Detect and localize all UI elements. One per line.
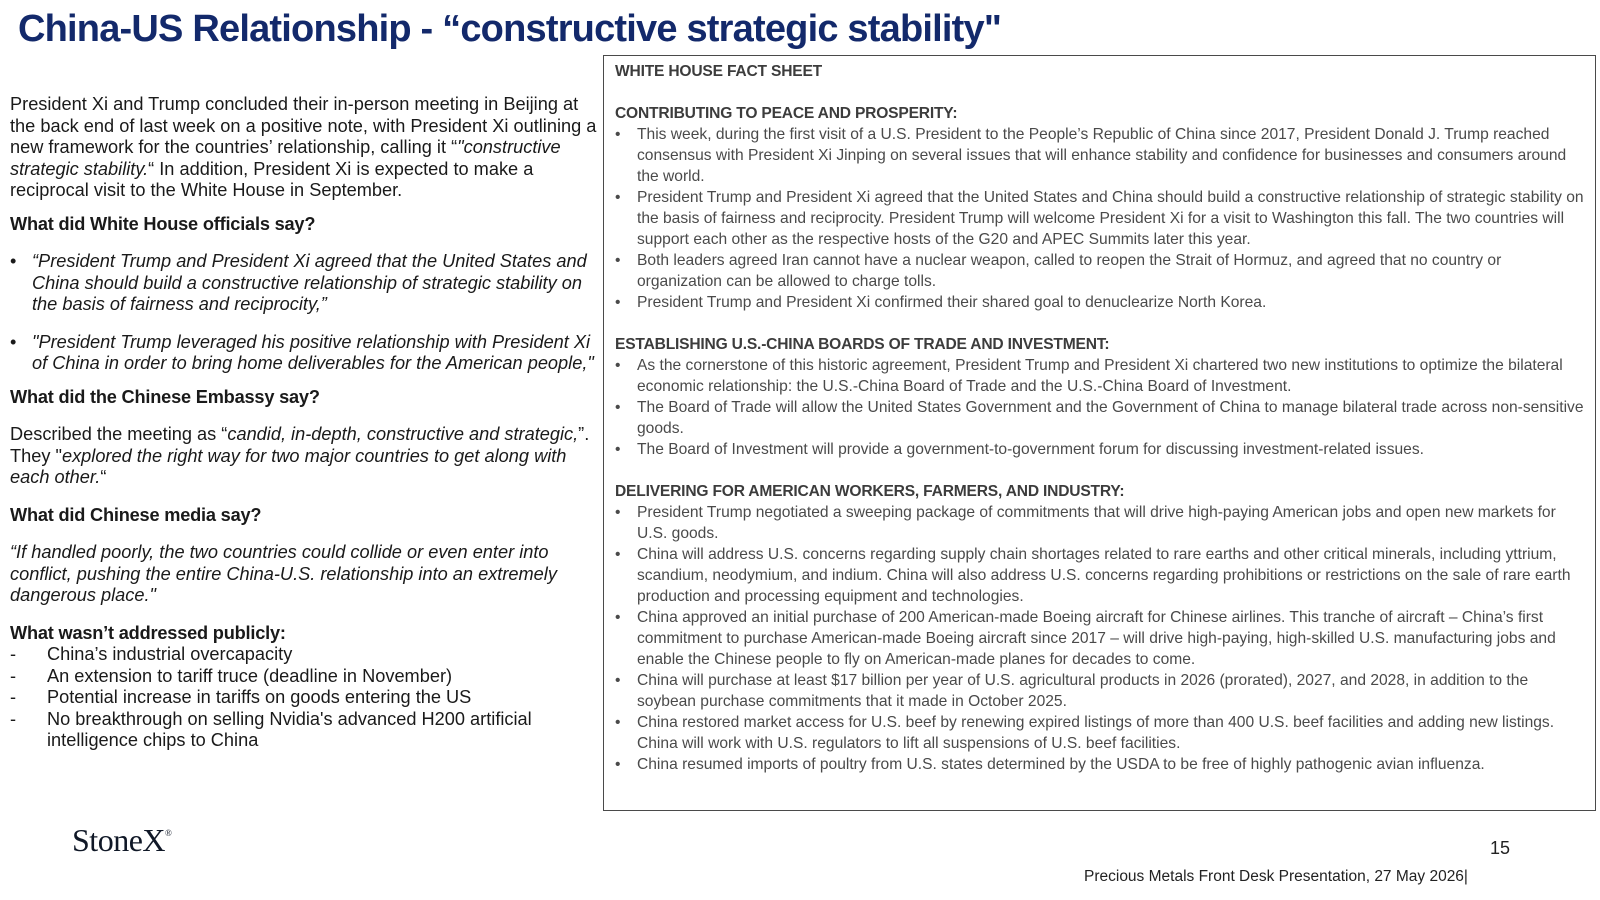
fact-item: • The Board of Trade will allow the United States Government and the Government of China to manage bilateral trade across non-sensitive goods. [615,399,1584,437]
intro-text: President Xi and Trump concluded their in-person meeting in Beijing at the back end of last week on a positive note, with President Xi outlining a new framework for the countries’ relationship, calling it “ [10,94,597,157]
fact-item: • China resumed imports of poultry from U.S. states determined by the USDA to be free of highly pathogenic avian influenza. [615,756,1485,773]
heading-embassy: What did the Chinese Embassy say? [10,386,320,407]
fact-item: • China will address U.S. concerns regarding supply chain shortages related to rare earths and other critical minerals, including yttrium, scandium, neodymium, and indium. China will also address U.S. concerns regarding prohibitions or restrictions on the sale of rare earth production and processing equipment and technologies. [615,546,1571,605]
section-heading: ESTABLISHING U.S.-CHINA BOARDS OF TRADE AND INVESTMENT: [615,336,1110,353]
media-quote: “If handled poorly, the two countries could collide or even enter into conflict, pushing the entire China-U.S. relationship into an extremely dangerous place." [10,542,557,605]
unaddressed-item: - No breakthrough on selling Nvidia's advanced H200 artificial intelligence chips to China [10,708,532,750]
unaddressed-text: China’s industrial overcapacity [47,644,293,664]
fact-text: The Board of Investment will provide a government-to-government forum for discussing investment-related issues. [637,441,1424,458]
fact-text: China will address U.S. concerns regarding supply chain shortages related to rare earths and other critical minerals, including yttrium, scandium, neodymium, and indium. China will also address U.S. concerns regarding prohibitions or restrictions on the sale of rare earth production and processing equipment and technologies. [637,546,1571,605]
fact-item: • China approved an initial purchase of 200 American-made Boeing aircraft for Chinese airlines. This tranche of aircraft – China’s first commitment to purchase American-made Boeing aircraft since 2017 – will drive high-paying, high-skilled U.S. manufacturing jobs and enable the Chinese people to fly on American-made planes for decades to come. [615,609,1556,668]
embassy-quote-2: explored the right way for two major countries to get along with each other. [10,445,567,487]
intro-quote: "constructive strategic stability. [10,137,561,179]
section-heading: DELIVERING FOR AMERICAN WORKERS, FARMERS, AND INDUSTRY: [615,483,1125,500]
page-number: 15 [1490,838,1511,858]
fact-text: This week, during the first visit of a U.S. President to the People’s Republic of China since 2017, President Donald J. Trump reached consensus with President Xi Jinping on several issues that will enhance stability and confidence for businesses and consumers around the world. [637,126,1567,185]
fact-item: • President Trump and President Xi agreed that the United States and China should build a constructive relationship of strategic stability on the basis of fairness and reciprocity. President Trump will welcome President Xi for a visit to Washington this fall. The two countries will support each other as the respective hosts of the G20 and APEC Summits later this year. [615,189,1584,248]
stonex-logo [72,822,171,859]
intro-paragraph [10,94,598,202]
fact-item: • The Board of Investment will provide a government-to-government forum for discussing investment-related issues. [615,441,1424,458]
logo-text: StoneX [72,822,165,858]
footer-text: Precious Metals Front Desk Presentation, 27 May 2026| [1084,868,1468,885]
fact-sheet-title: WHITE HOUSE FACT SHEET [615,63,822,80]
fact-item: • President Trump negotiated a sweeping package of commitments that will drive high-paying American jobs and open new markets for U.S. goods. [615,504,1556,542]
quote-text: “President Trump and President Xi agreed that the United States and China should build a constructive relationship of strategic stability on the basis of fairness and reciprocity,” [32,251,587,314]
heading-unaddressed: What wasn’t addressed publicly: [10,622,286,643]
white-house-quote-1: • “President Trump and President Xi agreed that the United States and China should build a constructive relationship of strategic stability on the basis of fairness and reciprocity,” [10,251,587,314]
fact-item: • This week, during the first visit of a U.S. President to the People’s Republic of China since 2017, President Donald J. Trump reached consensus with President Xi Jinping on several issues that will enhance stability and confidence for businesses and consumers around the world. [615,126,1567,185]
fact-text: China approved an initial purchase of 200 American-made Boeing aircraft for Chinese airlines. This tranche of aircraft – China’s first commitment to purchase American-made Boeing aircraft since 2017 – will drive high-paying, high-skilled U.S. manufacturing jobs and enable the Chinese people to fly on American-made planes for decades to come. [637,609,1556,668]
embassy-quote-1: candid, in-depth, constructive and strategic, [227,424,579,444]
unaddressed-item: - An extension to tariff truce (deadline in November) [10,665,453,686]
fact-item: • As the cornerstone of this historic agreement, President Trump and President Xi chartered two new institutions to optimize the bilateral economic relationship: the U.S.-China Board of Trade and the U.S.-China Board of Investment. [615,357,1563,395]
left-column [10,94,598,752]
heading-chinese-media: What did Chinese media say? [10,504,262,525]
page-title: China-US Relationship - “constructive strategic stability" [18,8,1002,50]
fact-text: The Board of Trade will allow the United States Government and the Government of China to manage bilateral trade across non-sensitive goods. [637,399,1584,437]
fact-text: President Trump negotiated a sweeping package of commitments that will drive high-paying American jobs and open new markets for U.S. goods. [637,504,1556,542]
fact-text: Both leaders agreed Iran cannot have a nuclear weapon, called to reopen the Strait of Hormuz, and agreed that no country or organization can be allowed to charge tolls. [637,252,1502,290]
intro-text-end: “ In addition, President Xi is expected to make a reciprocal visit to the White House in September. [10,158,534,200]
fact-text: China resumed imports of poultry from U.S. states determined by the USDA to be free of highly pathogenic avian influenza. [637,756,1485,773]
fact-item: • China restored market access for U.S. beef by renewing expired listings of more than 400 U.S. beef facilities and adding new listings. China will work with U.S. regulators to lift all suspensions of U.S. beef facilities. [615,714,1555,752]
fact-text: China restored market access for U.S. beef by renewing expired listings of more than 400 U.S. beef facilities and adding new listings. China will work with U.S. regulators to lift all suspensions of U.S. beef facilities. [637,714,1555,752]
fact-text: President Trump and President Xi agreed that the United States and China should build a constructive relationship of strategic stability on the basis of fairness and reciprocity. President Trump will welcome President Xi for a visit to Washington this fall. The two countries will support each other as the respective hosts of the G20 and APEC Summits later this year. [637,189,1584,248]
unaddressed-text: No breakthrough on selling Nvidia's advanced H200 artificial intelligence chips to China [47,708,532,750]
embassy-text: “ [100,467,107,487]
unaddressed-text: An extension to tariff truce (deadline in November) [47,665,453,686]
registered-mark: ® [165,828,172,838]
quote-text: "President Trump leveraged his positive relationship with President Xi of China in order to bring home deliverables for the American people," [32,331,594,373]
embassy-paragraph [10,424,598,489]
section-heading: CONTRIBUTING TO PEACE AND PROSPERITY: [615,105,958,122]
fact-item: • Both leaders agreed Iran cannot have a nuclear weapon, called to reopen the Strait of Hormuz, and agreed that no country or organization can be allowed to charge tolls. [615,252,1502,290]
fact-item: • President Trump and President Xi confirmed their shared goal to denuclearize North Korea. [615,294,1267,311]
fact-text: As the cornerstone of this historic agreement, President Trump and President Xi chartered two new institutions to optimize the bilateral economic relationship: the U.S.-China Board of Trade and the U.S.-China Board of Investment. [637,357,1563,395]
fact-text: President Trump and President Xi confirmed their shared goal to denuclearize North Korea. [637,294,1267,311]
embassy-text: Described the meeting as “ [10,424,228,444]
heading-white-house: What did White House officials say? [10,213,316,234]
fact-text: China will purchase at least $17 billion per year of U.S. agricultural products in 2026 (prorated), 2027, and 2028, in addition to the soybean purchase commitments that it made in October 2025. [637,672,1529,710]
unaddressed-text: Potential increase in tariffs on goods entering the US [47,687,472,707]
unaddressed-item: - China’s industrial overcapacity [10,644,293,664]
unaddressed-item: - Potential increase in tariffs on goods entering the US [10,687,472,707]
white-house-quote-2: • "President Trump leveraged his positive relationship with President Xi of China in order to bring home deliverables for the American people," [10,331,594,373]
white-house-fact-sheet [603,55,1596,811]
fact-item: • China will purchase at least $17 billion per year of U.S. agricultural products in 2026 (prorated), 2027, and 2028, in addition to the soybean purchase commitments that it made in October 2025. [615,672,1529,710]
embassy-text: ”. They " [10,424,590,466]
